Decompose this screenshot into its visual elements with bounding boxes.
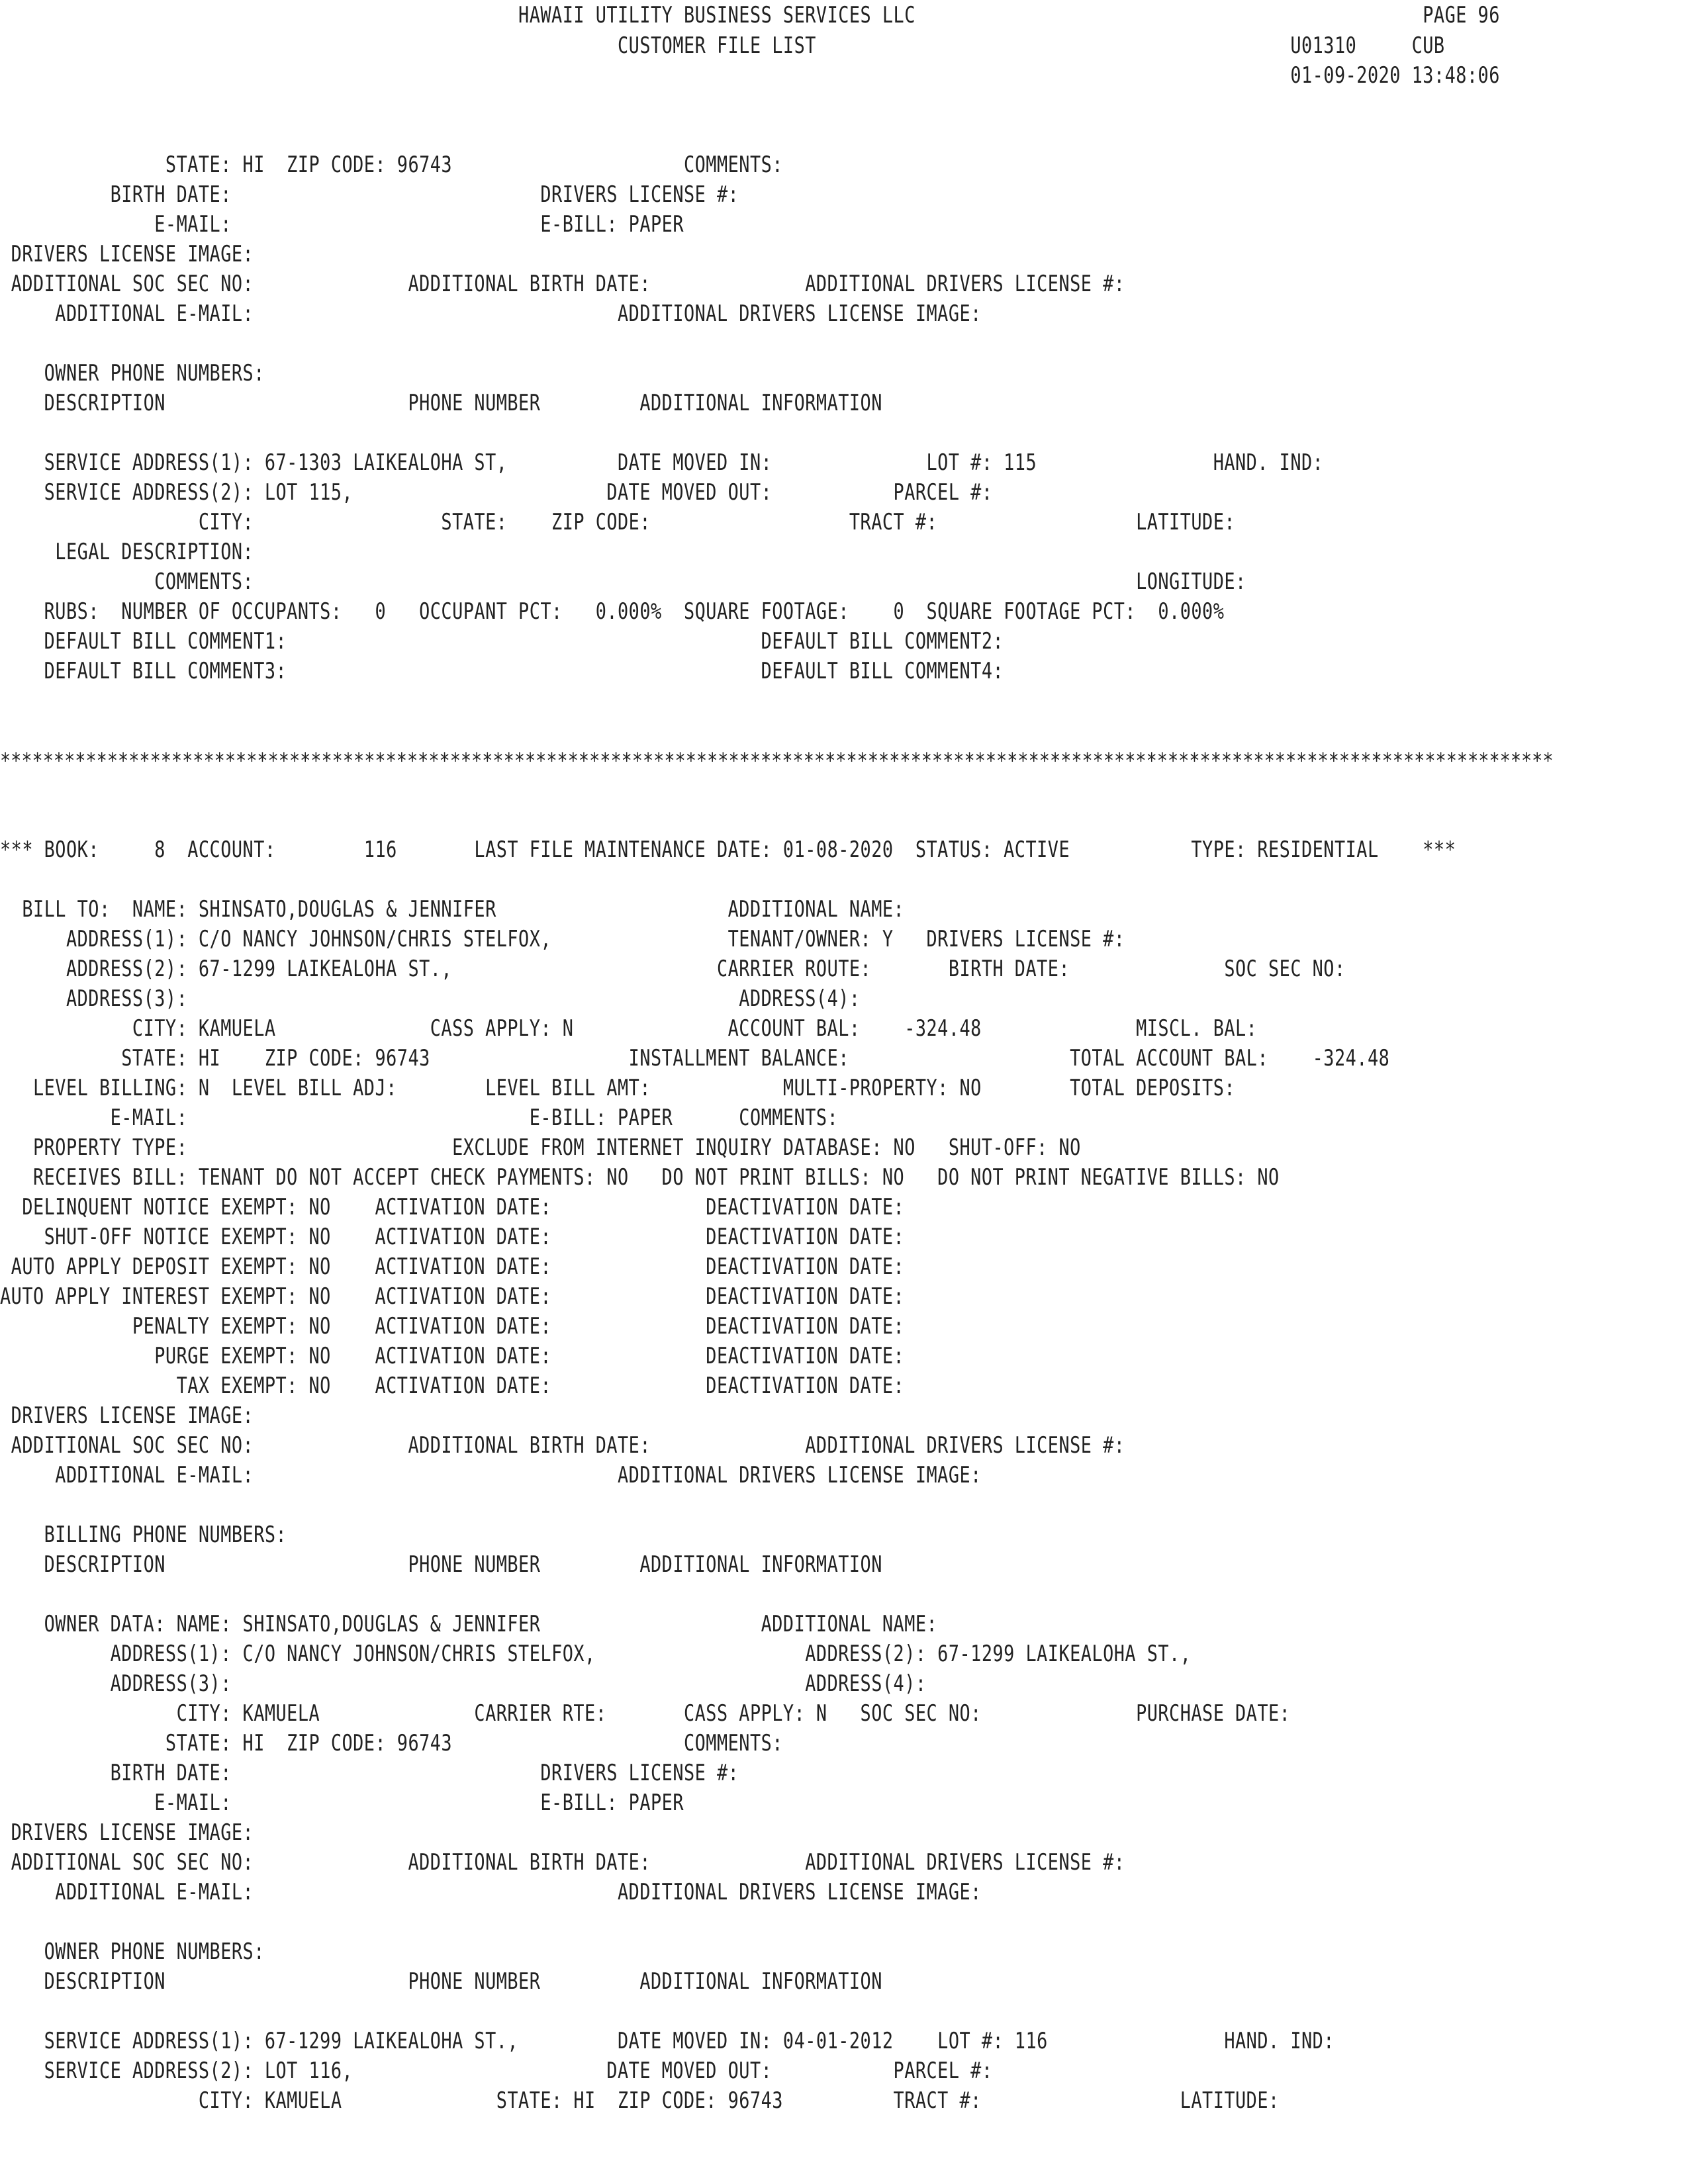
report-line: BILL TO: NAME: SHINSATO,DOUGLAS & JENNIFER ADDITIONAL NAME: — [0, 896, 905, 923]
report-line: 01-09-2020 13:48:06 — [0, 62, 1500, 89]
report-line: DESCRIPTION PHONE NUMBER ADDITIONAL INFORMATION — [0, 390, 882, 416]
report-line: ADDRESS(1): C/O NANCY JOHNSON/CHRIS STELFOX, TENANT/OWNER: Y DRIVERS LICENSE #: — [0, 926, 1125, 952]
report-line: LEGAL DESCRIPTION: — [0, 539, 254, 565]
report-line: SERVICE ADDRESS(1): 67-1299 LAIKEALOHA ST., DATE MOVED IN: 04-01-2012 LOT #: 116 HAND. IND: — [0, 2028, 1335, 2054]
report-line: CUSTOMER FILE LIST U01310 CUB — [0, 32, 1445, 59]
report-line: RUBS: NUMBER OF OCCUPANTS: 0 OCCUPANT PCT: 0.000% SQUARE FOOTAGE: 0 SQUARE FOOTAGE PCT: 0.000% — [0, 598, 1225, 625]
report-line: RECEIVES BILL: TENANT DO NOT ACCEPT CHECK PAYMENTS: NO DO NOT PRINT BILLS: NO DO NOT PRINT NEGATIVE BILLS: NO — [0, 1164, 1280, 1191]
report-line: DESCRIPTION PHONE NUMBER ADDITIONAL INFORMATION — [0, 1551, 882, 1578]
record-separator: ************************************************************************************************************************************************* — [0, 748, 1554, 773]
report-line: SHUT-OFF NOTICE EXEMPT: NO ACTIVATION DATE: DEACTIVATION DATE: — [0, 1224, 905, 1250]
report-line: ADDITIONAL E-MAIL: ADDITIONAL DRIVERS LICENSE IMAGE: — [0, 1462, 982, 1488]
report-line: *** BOOK: 8 ACCOUNT: 116 LAST FILE MAINTENANCE DATE: 01-08-2020 STATUS: ACTIVE TYPE: RESIDENTIAL *** — [0, 837, 1456, 863]
report-line: BIRTH DATE: DRIVERS LICENSE #: — [0, 1760, 739, 1786]
report-line: SERVICE ADDRESS(1): 67-1303 LAIKEALOHA ST, DATE MOVED IN: LOT #: 115 HAND. IND: — [0, 449, 1324, 476]
report-line: DELINQUENT NOTICE EXEMPT: NO ACTIVATION DATE: DEACTIVATION DATE: — [0, 1194, 905, 1220]
report-line: DRIVERS LICENSE IMAGE: — [0, 1819, 254, 1846]
report-line: SERVICE ADDRESS(2): LOT 116, DATE MOVED OUT: PARCEL #: — [0, 2058, 993, 2084]
report-line: STATE: HI ZIP CODE: 96743 INSTALLMENT BALANCE: TOTAL ACCOUNT BAL: -324.48 — [0, 1045, 1390, 1071]
report-line: ADDRESS(3): ADDRESS(4): — [0, 985, 861, 1012]
report-line: OWNER DATA: NAME: SHINSATO,DOUGLAS & JENNIFER ADDITIONAL NAME: — [0, 1611, 938, 1637]
report-line: BILLING PHONE NUMBERS: — [0, 1522, 287, 1548]
report-line: OWNER PHONE NUMBERS: — [0, 360, 265, 387]
report-line: E-MAIL: E-BILL: PAPER — [0, 211, 684, 238]
report-line: DRIVERS LICENSE IMAGE: — [0, 1402, 254, 1429]
report-line: ADDITIONAL SOC SEC NO: ADDITIONAL BIRTH DATE: ADDITIONAL DRIVERS LICENSE #: — [0, 1432, 1125, 1459]
report-line: CITY: KAMUELA CASS APPLY: N ACCOUNT BAL: -324.48 MISCL. BAL: — [0, 1015, 1258, 1042]
report-line: ADDRESS(3): ADDRESS(4): — [0, 1670, 927, 1697]
report-line: AUTO APPLY INTEREST EXEMPT: NO ACTIVATION DATE: DEACTIVATION DATE: — [0, 1283, 905, 1310]
report-line: ADDITIONAL SOC SEC NO: ADDITIONAL BIRTH DATE: ADDITIONAL DRIVERS LICENSE #: — [0, 1849, 1125, 1876]
report-line: COMMENTS: LONGITUDE: — [0, 569, 1246, 595]
report-line: SERVICE ADDRESS(2): LOT 115, DATE MOVED OUT: PARCEL #: — [0, 479, 993, 506]
report-line: AUTO APPLY DEPOSIT EXEMPT: NO ACTIVATION DATE: DEACTIVATION DATE: — [0, 1253, 905, 1280]
report-line: DRIVERS LICENSE IMAGE: — [0, 241, 254, 267]
report-line: ADDRESS(1): C/O NANCY JOHNSON/CHRIS STELFOX, ADDRESS(2): 67-1299 LAIKEALOHA ST., — [0, 1641, 1192, 1667]
report-line: CITY: KAMUELA CARRIER RTE: CASS APPLY: N SOC SEC NO: PURCHASE DATE: — [0, 1700, 1291, 1727]
report-line: DEFAULT BILL COMMENT1: DEFAULT BILL COMMENT2: — [0, 628, 1004, 655]
report-line: OWNER PHONE NUMBERS: — [0, 1938, 265, 1965]
report-line: PROPERTY TYPE: EXCLUDE FROM INTERNET INQUIRY DATABASE: NO SHUT-OFF: NO — [0, 1134, 1081, 1161]
report-line: LEVEL BILLING: N LEVEL BILL ADJ: LEVEL BILL AMT: MULTI-PROPERTY: NO TOTAL DEPOSITS: — [0, 1075, 1236, 1101]
report-line: PENALTY EXEMPT: NO ACTIVATION DATE: DEACTIVATION DATE: — [0, 1313, 905, 1340]
report-line: STATE: HI ZIP CODE: 96743 COMMENTS: — [0, 152, 783, 178]
report-line: ADDITIONAL SOC SEC NO: ADDITIONAL BIRTH DATE: ADDITIONAL DRIVERS LICENSE #: — [0, 271, 1125, 297]
report-line: ADDRESS(2): 67-1299 LAIKEALOHA ST., CARRIER ROUTE: BIRTH DATE: SOC SEC NO: — [0, 956, 1346, 982]
report-line: ADDITIONAL E-MAIL: ADDITIONAL DRIVERS LICENSE IMAGE: — [0, 1879, 982, 1905]
report-line: STATE: HI ZIP CODE: 96743 COMMENTS: — [0, 1730, 783, 1756]
report-line: TAX EXEMPT: NO ACTIVATION DATE: DEACTIVATION DATE: — [0, 1373, 905, 1399]
report-line: CITY: STATE: ZIP CODE: TRACT #: LATITUDE: — [0, 509, 1236, 535]
report-line: DESCRIPTION PHONE NUMBER ADDITIONAL INFORMATION — [0, 1968, 882, 1995]
report-line: E-MAIL: E-BILL: PAPER COMMENTS: — [0, 1105, 839, 1131]
report-line: DEFAULT BILL COMMENT3: DEFAULT BILL COMMENT4: — [0, 658, 1004, 684]
report-line: CITY: KAMUELA STATE: HI ZIP CODE: 96743 TRACT #: LATITUDE: — [0, 2087, 1280, 2114]
report-line: HAWAII UTILITY BUSINESS SERVICES LLC PAGE 96 — [0, 2, 1500, 28]
report-line: PURGE EXEMPT: NO ACTIVATION DATE: DEACTIVATION DATE: — [0, 1343, 905, 1369]
report-line: BIRTH DATE: DRIVERS LICENSE #: — [0, 181, 739, 208]
report-line: E-MAIL: E-BILL: PAPER — [0, 1790, 684, 1816]
report-line: ADDITIONAL E-MAIL: ADDITIONAL DRIVERS LICENSE IMAGE: — [0, 300, 982, 327]
